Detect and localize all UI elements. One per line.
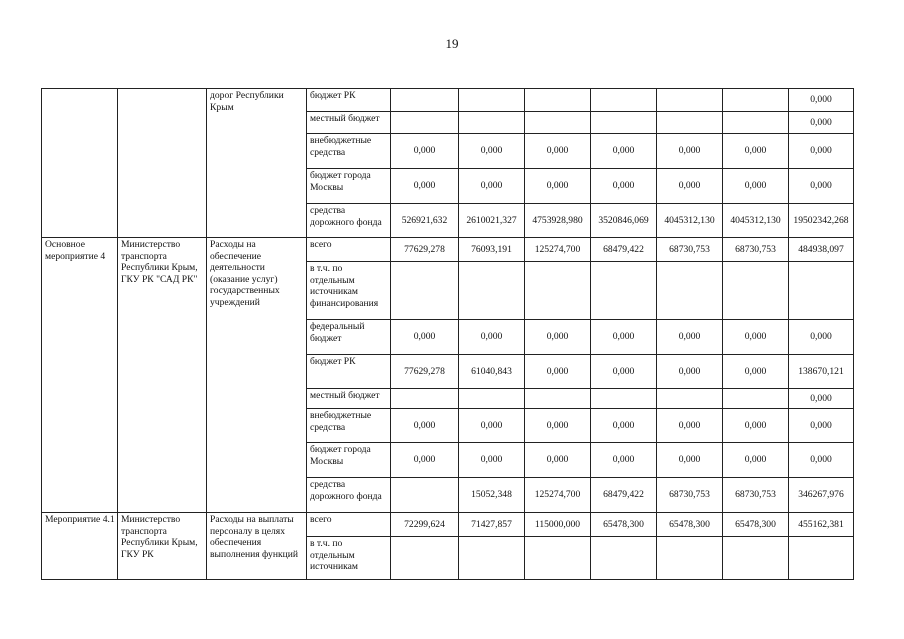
value-cell: 0,000 (657, 409, 723, 443)
funding-source-cell: средства дорожного фонда (307, 204, 391, 238)
value-cell (391, 89, 459, 112)
measure-cell (42, 89, 118, 238)
total-value-cell: 0,000 (789, 89, 854, 112)
value-cell (591, 262, 657, 320)
description-cell: Расходы на выплаты персоналу в целях обеспечения выполнения функций (207, 513, 307, 580)
value-cell (657, 389, 723, 409)
value-cell: 0,000 (459, 320, 525, 355)
value-cell: 0,000 (723, 320, 789, 355)
total-value-cell: 0,000 (789, 112, 854, 134)
description-cell: Расходы на обеспечение деятельности (оказание услуг) государственных учреждений (207, 238, 307, 513)
value-cell: 0,000 (657, 320, 723, 355)
value-cell: 15052,348 (459, 478, 525, 513)
total-value-cell: 0,000 (789, 443, 854, 478)
value-cell: 0,000 (459, 443, 525, 478)
value-cell (657, 537, 723, 580)
value-cell: 526921,632 (391, 204, 459, 238)
funding-source-cell: местный бюджет (307, 389, 391, 409)
value-cell: 65478,300 (591, 513, 657, 537)
value-cell: 0,000 (591, 134, 657, 169)
executor-cell: Министерство транспорта Республики Крым, ГКУ РК "САД РК" (118, 238, 207, 513)
value-cell (723, 112, 789, 134)
value-cell (591, 89, 657, 112)
total-value-cell: 19502342,268 (789, 204, 854, 238)
value-cell (391, 262, 459, 320)
total-value-cell: 0,000 (789, 320, 854, 355)
value-cell: 68730,753 (657, 478, 723, 513)
executor-cell: Министерство транспорта Республики Крым, ГКУ РК (118, 513, 207, 580)
value-cell (723, 537, 789, 580)
value-cell: 0,000 (459, 134, 525, 169)
value-cell (391, 537, 459, 580)
value-cell: 2610021,327 (459, 204, 525, 238)
value-cell: 61040,843 (459, 355, 525, 389)
value-cell: 0,000 (657, 134, 723, 169)
value-cell: 65478,300 (723, 513, 789, 537)
funding-source-cell: всего (307, 238, 391, 262)
value-cell: 68479,422 (591, 478, 657, 513)
table-row (42, 89, 854, 112)
funding-source-cell: бюджет города Москвы (307, 169, 391, 204)
value-cell: 0,000 (591, 169, 657, 204)
value-cell (525, 389, 591, 409)
value-cell: 71427,857 (459, 513, 525, 537)
total-value-cell (789, 262, 854, 320)
funding-source-cell: внебюджетные средства (307, 134, 391, 169)
value-cell: 0,000 (657, 169, 723, 204)
value-cell: 0,000 (459, 409, 525, 443)
value-cell: 0,000 (723, 355, 789, 389)
value-cell: 125274,700 (525, 478, 591, 513)
value-cell: 0,000 (525, 409, 591, 443)
funding-source-cell: в т.ч. по отдельным источникам (307, 537, 391, 580)
table-row (42, 238, 854, 262)
value-cell: 0,000 (723, 134, 789, 169)
value-cell: 0,000 (591, 320, 657, 355)
value-cell: 3520846,069 (591, 204, 657, 238)
executor-cell (118, 89, 207, 238)
value-cell (525, 262, 591, 320)
page-number: 19 (445, 36, 459, 51)
funding-source-cell: бюджет РК (307, 355, 391, 389)
value-cell (391, 112, 459, 134)
value-cell: 0,000 (723, 169, 789, 204)
value-cell: 0,000 (591, 355, 657, 389)
value-cell: 0,000 (723, 443, 789, 478)
value-cell: 77629,278 (391, 238, 459, 262)
value-cell: 4753928,980 (525, 204, 591, 238)
funding-source-cell: бюджет города Москвы (307, 443, 391, 478)
total-value-cell (789, 537, 854, 580)
total-value-cell: 484938,097 (789, 238, 854, 262)
total-value-cell: 455162,381 (789, 513, 854, 537)
value-cell: 65478,300 (657, 513, 723, 537)
value-cell: 0,000 (525, 320, 591, 355)
value-cell: 4045312,130 (657, 204, 723, 238)
value-cell: 0,000 (591, 409, 657, 443)
value-cell (657, 89, 723, 112)
total-value-cell: 0,000 (789, 134, 854, 169)
value-cell (391, 389, 459, 409)
value-cell (459, 89, 525, 112)
description-cell: дорог Республики Крым (207, 89, 307, 238)
funding-source-cell: федеральный бюджет (307, 320, 391, 355)
funding-source-cell: местный бюджет (307, 112, 391, 134)
funding-source-cell: бюджет РК (307, 89, 391, 112)
value-cell (591, 389, 657, 409)
measure-cell: Мероприятие 4.1 (42, 513, 118, 580)
funding-source-cell: внебюджетные средства (307, 409, 391, 443)
value-cell: 0,000 (391, 443, 459, 478)
value-cell: 0,000 (591, 443, 657, 478)
value-cell (459, 537, 525, 580)
value-cell: 0,000 (391, 169, 459, 204)
value-cell: 0,000 (657, 355, 723, 389)
value-cell: 0,000 (391, 134, 459, 169)
value-cell: 0,000 (723, 409, 789, 443)
value-cell: 115000,000 (525, 513, 591, 537)
value-cell: 68730,753 (657, 238, 723, 262)
value-cell (525, 112, 591, 134)
measure-cell: Основное мероприятие 4 (42, 238, 118, 513)
value-cell (657, 112, 723, 134)
total-value-cell: 138670,121 (789, 355, 854, 389)
value-cell: 0,000 (525, 134, 591, 169)
value-cell: 4045312,130 (723, 204, 789, 238)
value-cell: 0,000 (657, 443, 723, 478)
value-cell (459, 389, 525, 409)
value-cell: 0,000 (391, 409, 459, 443)
value-cell (723, 389, 789, 409)
value-cell: 125274,700 (525, 238, 591, 262)
total-value-cell: 346267,976 (789, 478, 854, 513)
value-cell: 68730,753 (723, 238, 789, 262)
value-cell: 0,000 (525, 169, 591, 204)
value-cell: 0,000 (459, 169, 525, 204)
value-cell (459, 112, 525, 134)
funding-source-cell: в т.ч. по отдельным источникам финансирования (307, 262, 391, 320)
value-cell: 68730,753 (723, 478, 789, 513)
value-cell: 72299,624 (391, 513, 459, 537)
value-cell (723, 89, 789, 112)
value-cell (391, 478, 459, 513)
total-value-cell: 0,000 (789, 169, 854, 204)
funding-source-cell: всего (307, 513, 391, 537)
value-cell: 0,000 (525, 443, 591, 478)
budget-table (41, 88, 854, 580)
funding-source-cell: средства дорожного фонда (307, 478, 391, 513)
value-cell: 76093,191 (459, 238, 525, 262)
value-cell: 0,000 (391, 320, 459, 355)
value-cell: 0,000 (525, 355, 591, 389)
value-cell (657, 262, 723, 320)
value-cell (525, 537, 591, 580)
value-cell (591, 537, 657, 580)
total-value-cell: 0,000 (789, 389, 854, 409)
table-row (42, 513, 854, 537)
total-value-cell: 0,000 (789, 409, 854, 443)
value-cell (459, 262, 525, 320)
value-cell: 68479,422 (591, 238, 657, 262)
value-cell: 77629,278 (391, 355, 459, 389)
value-cell (591, 112, 657, 134)
value-cell (723, 262, 789, 320)
value-cell (525, 89, 591, 112)
